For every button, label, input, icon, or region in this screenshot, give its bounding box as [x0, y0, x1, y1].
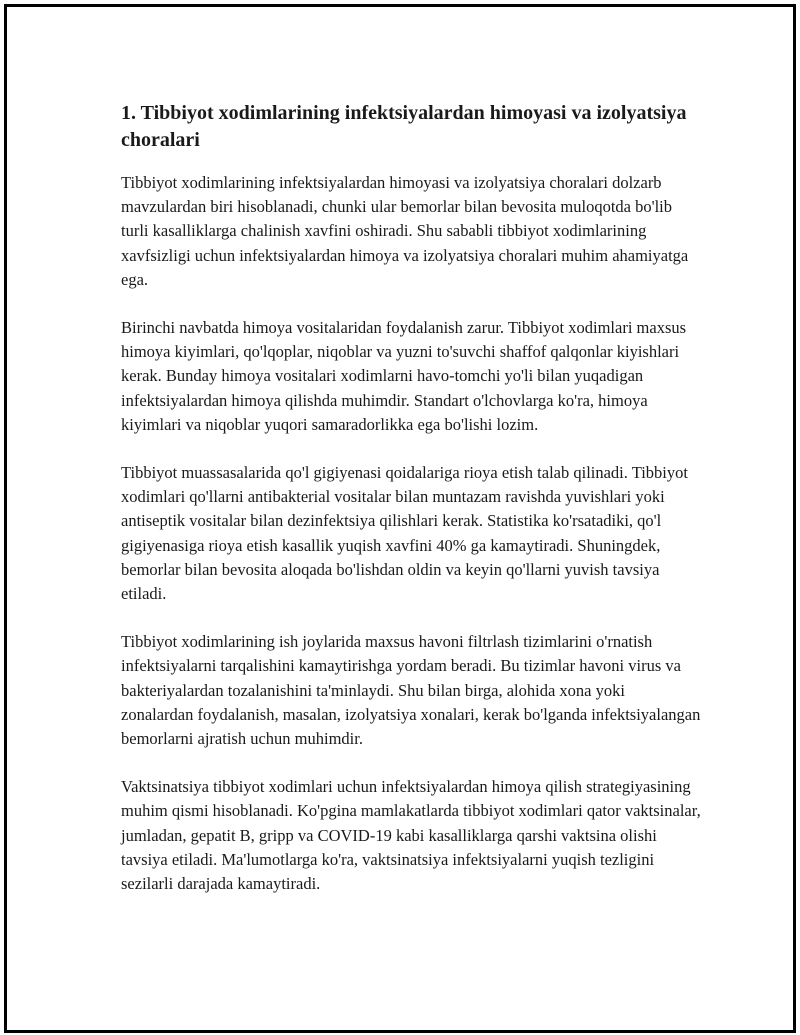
paragraph-hand-hygiene: Tibbiyot muassasalarida qo'l gigiyenasi qoidalariga rioya etish talab qilinadi. Tibbiyot xodimlari qo'llarni antibakterial vositalar bilan muntazam ravishda yuvishlari yoki antiseptik vositalar bilan dezinfektsiya qilishlari kerak. Statistika ko'rsatadiki, qo'l gigiyenasiga rioya etish kasallik yuqish xavfini 40% ga kamaytiradi. Shuningdek, bemorlar bilan bevosita aloqada bo'lishdan oldin va keyin qo'llarni yuvish tavsiya etiladi.	[121, 463, 688, 604]
paragraph-vaccination: Vaktsinatsiya tibbiyot xodimlari uchun infektsiyalardan himoya qilish strategiyasining muhim qismi hisoblanadi. Ko'pgina mamlakatlarda tibbiyot xodimlari qator vaktsinalar, jumladan, gepatit B, gripp va COVID-19 kabi kasalliklarga qarshi vaktsina olishi tavsiya etiladi. Ma'lumotlarga ko'ra, vaktsinatsiya infektsiyalarni yuqish tezligini sezilarli darajada kamaytiradi.	[121, 777, 701, 894]
page-frame	[4, 4, 796, 1033]
document-body	[121, 100, 701, 896]
paragraph-air-filtration: Tibbiyot xodimlarining ish joylarida maxsus havoni filtrlash tizimlarini o'rnatish infektsiyalarni tarqalishini kamaytirishga yordam beradi. Bu tizimlar havoni virus va bakteriyalardan tozalanishini ta'minlaydi. Shu bilan birga, alohida xona yoki zonalardan foydalanish, masalan, izolyatsiya xonalari, kerak bo'lganda infektsiyalangan bemorlarni ajratish uchun muhimdir.	[121, 632, 701, 749]
paragraph-introduction: Tibbiyot xodimlarining infektsiyalardan himoyasi va izolyatsiya choralari dolzarb mavzulardan biri hisoblanadi, chunki ular bemorlar bilan bevosita muloqotda bo'lib turli kasalliklarga chalinish xavfini oshiradi. Shu sababli tibbiyot xodimlarining xavfsizligi uchun infektsiyalardan himoya va izolyatsiya choralari muhim ahamiyatga ega.	[121, 173, 689, 289]
section-heading: 1. Tibbiyot xodimlarining infektsiyalardan himoyasi va izolyatsiya choralari	[121, 102, 687, 151]
paragraph-protective-equipment: Birinchi navbatda himoya vositalaridan foydalanish zarur. Tibbiyot xodimlari maxsus himoya kiyimlari, qo'lqoplar, niqoblar va yuzni to'suvchi shaffof qalqonlar kiyishlari kerak. Bunday himoya vositalari xodimlarni havo-tomchi yo'li bilan yuqadigan infektsiyalardan himoya qilishda muhimdir. Standart o'lchovlarga ko'ra, himoya kiyimlari va niqoblar yuqori samaradorlikka ega bo'lishi lozim.	[121, 318, 687, 434]
